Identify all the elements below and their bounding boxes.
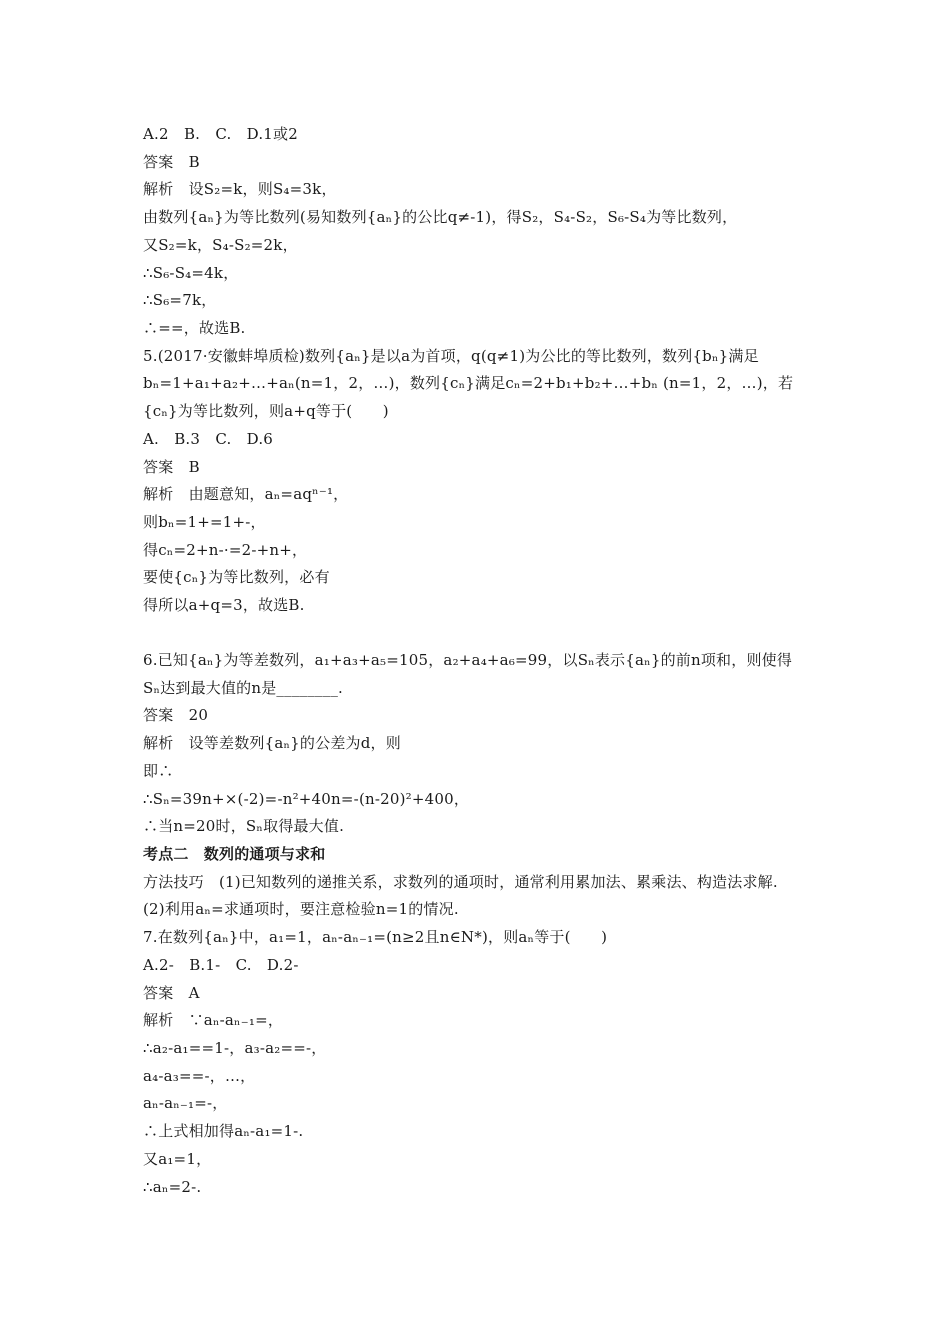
text-line: aₙ-aₙ₋₁=-， <box>143 1094 228 1112</box>
options-line: A.2- B.1- C. D.2- <box>143 956 299 974</box>
text-line: 答案 B <box>143 153 200 171</box>
answer-line: 答案 20 <box>143 706 209 724</box>
text-line: ∴S₆-S₄=4k， <box>143 264 239 282</box>
method-tip-line: (2)利用aₙ=求通项时，要注意检验n=1的情况. <box>143 900 459 918</box>
question-6-line: 6.已知{aₙ}为等差数列，a₁+a₃+a₅=105，a₂+a₄+a₆=99，以Sₙ表示{aₙ}的前n项和，则使得 <box>143 651 793 669</box>
answer-line: 答案 A <box>143 984 200 1002</box>
analysis-line: 解析 由题意知，aₙ=aqⁿ⁻¹， <box>143 485 349 503</box>
text-line: 要使{cₙ}为等比数列，必有 <box>143 568 330 586</box>
text-line: 又a₁=1， <box>143 1150 212 1168</box>
text-line: ∴S₆=7k， <box>143 291 217 309</box>
question-6-line: Sₙ达到最大值的n是________. <box>143 679 343 697</box>
text-line: 即∴ <box>143 762 174 780</box>
text-line: ∴上式相加得aₙ-a₁=1-. <box>143 1122 304 1140</box>
section-heading: 考点二 数列的通项与求和 <box>143 845 326 863</box>
text-line: 得cₙ=2+n-·=2-+n+， <box>143 541 308 559</box>
analysis-line: 解析 设等差数列{aₙ}的公差为d，则 <box>143 734 401 752</box>
analysis-line: 解析 ∵aₙ-aₙ₋₁=， <box>143 1011 284 1029</box>
text-line: ∴aₙ=2-. <box>143 1178 202 1196</box>
text-line: 得所以a+q=3，故选B. <box>143 596 305 614</box>
options-line: A. B.3 C. D.6 <box>143 430 274 448</box>
text-line: 又S₂=k，S₄-S₂=2k， <box>143 236 298 254</box>
answer-line: 答案 B <box>143 458 200 476</box>
text-line: a₄-a₃==-，…， <box>143 1067 256 1085</box>
text-line: 则bₙ=1+=1+-， <box>143 513 266 531</box>
question-5-line: bₙ=1+a₁+a₂+…+aₙ(n=1，2，…)，数列{cₙ}满足cₙ=2+b₁+b₂+…+bₙ (n=1，2，…)，若 <box>143 374 794 392</box>
text-line: A.2 B. C. D.1或2 <box>143 125 298 143</box>
question-5-line: 5.(2017·安徽蚌埠质检)数列{aₙ}是以a为首项，q(q≠1)为公比的等比数列，数列{bₙ}满足 <box>143 347 759 365</box>
question-7-line: 7.在数列{aₙ}中，a₁=1，aₙ-aₙ₋₁=(n≥2且n∈N*)，则aₙ等于( ) <box>143 928 608 946</box>
text-line: ∴a₂-a₁==1-，a₃-a₂==-， <box>143 1039 327 1057</box>
method-tip-line: 方法技巧 (1)已知数列的递推关系，求数列的通项时，通常利用累加法、累乘法、构造法求解. <box>143 873 778 891</box>
text-line: 解析 设S₂=k，则S₄=3k， <box>143 180 337 198</box>
text-line: ∴当n=20时，Sₙ取得最大值. <box>143 817 345 835</box>
text-line: ∴==，故选B. <box>143 319 246 337</box>
text-line: ∴Sₙ=39n+×(-2)=-n²+40n=-(n-20)²+400， <box>143 790 470 808</box>
text-line: 由数列{aₙ}为等比数列(易知数列{aₙ}的公比q≠-1)，得S₂，S₄-S₂，S₆-S₄为等比数列， <box>143 208 738 226</box>
question-5-line: {cₙ}为等比数列，则a+q等于( ) <box>143 402 389 420</box>
